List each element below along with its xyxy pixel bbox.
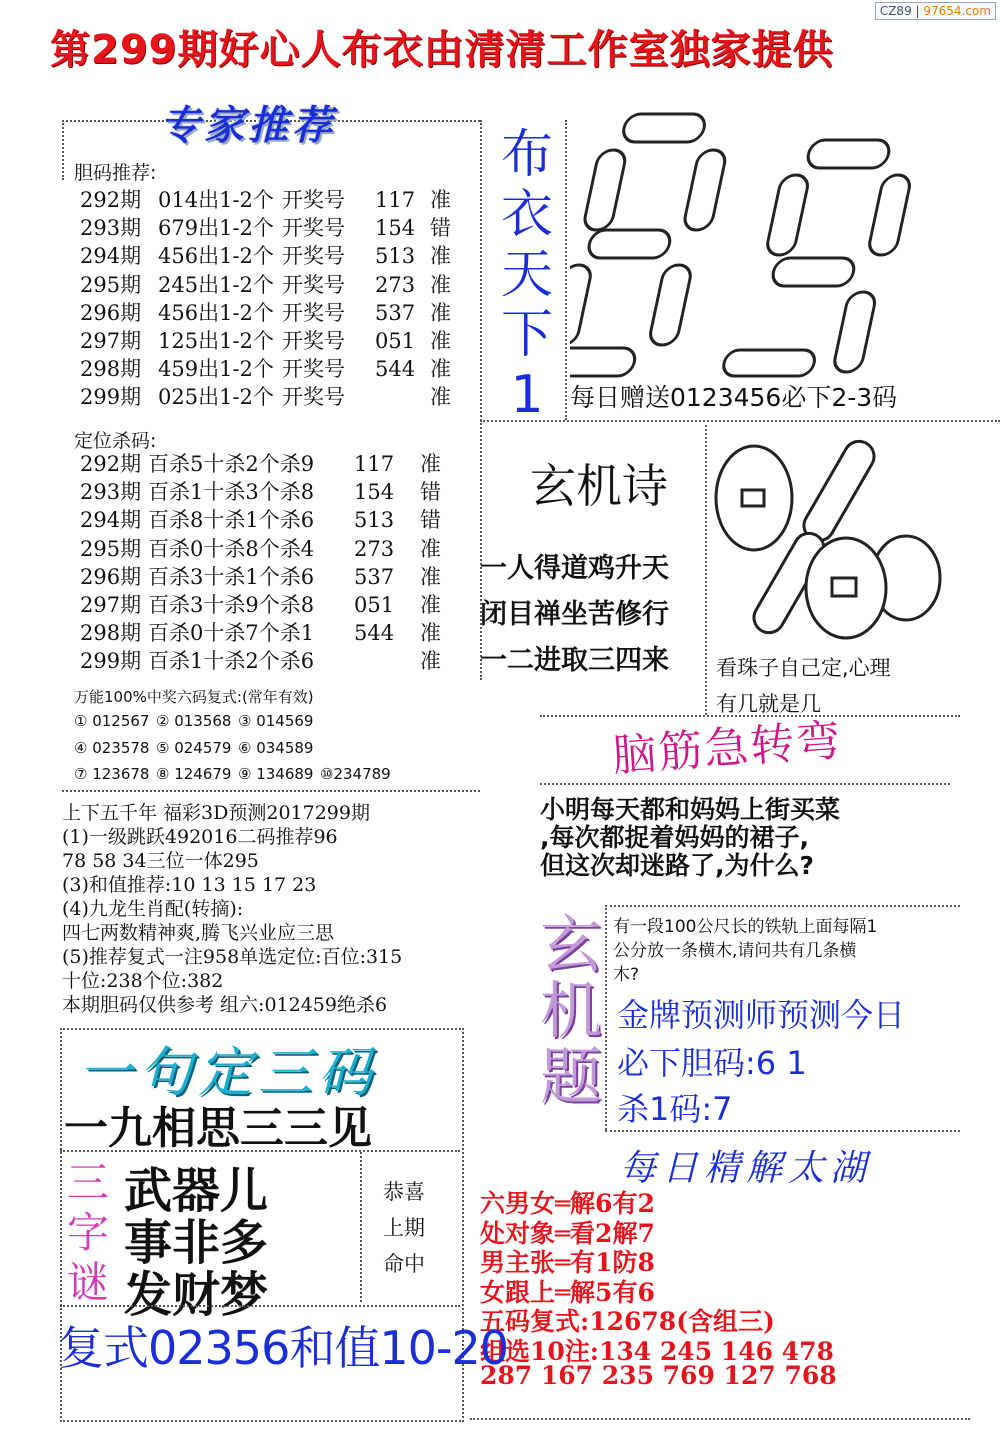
result-label: 开奖号 bbox=[282, 329, 345, 353]
result: 154 bbox=[354, 480, 395, 505]
digits-89-graphic bbox=[570, 100, 960, 380]
verdict: 准 bbox=[420, 452, 441, 476]
six-code: ⑩234789 bbox=[320, 765, 391, 783]
result-label: 开奖号 bbox=[282, 300, 345, 325]
six-code: ⑧ 124679 bbox=[156, 765, 232, 783]
period: 299期 bbox=[80, 649, 142, 674]
fushi-combo: 复式02356和值10-20 bbox=[58, 1321, 508, 1375]
gold-line: 杀1码:7 bbox=[617, 1090, 733, 1128]
question-line: 公分放一条横木,请问共有几条横 bbox=[613, 941, 857, 961]
result: 513 bbox=[354, 508, 395, 533]
xuanji-question-title: 玄 机 题 bbox=[540, 908, 603, 1113]
verdict: 准 bbox=[430, 272, 451, 297]
result-label: 开奖号 bbox=[282, 188, 345, 212]
six-code: ① 012567 bbox=[74, 712, 150, 730]
verdict: 准 bbox=[430, 357, 451, 382]
verdict: 准 bbox=[420, 593, 441, 617]
prediction-line: (3)和值推荐:10 13 15 17 23 bbox=[62, 874, 317, 896]
period: 296期 bbox=[80, 564, 142, 589]
gold-line: 必下胆码:6 1 bbox=[617, 1044, 807, 1082]
divider bbox=[605, 905, 960, 907]
pick: 百杀5十杀2个杀9 bbox=[148, 452, 315, 476]
prediction-line: (4)九龙生肖配(转摘): bbox=[62, 898, 244, 920]
verdict: 准 bbox=[420, 649, 441, 674]
six-code: ⑨ 134689 bbox=[238, 765, 314, 783]
riddle-line: 但这次却迷路了,为什么? bbox=[540, 851, 814, 880]
pick: 百杀0十杀8个杀4 bbox=[148, 536, 315, 561]
taihu-line: 六男女═解6有2 bbox=[480, 1189, 655, 1218]
six-code: ② 013568 bbox=[156, 712, 232, 730]
period: 298期 bbox=[80, 357, 142, 382]
result: 544 bbox=[354, 621, 395, 646]
expert-title: 专家推荐 bbox=[160, 103, 336, 149]
result: 154 bbox=[375, 216, 416, 241]
pick: 679出1-2个 bbox=[158, 216, 274, 241]
riddle-word: 发财梦 bbox=[124, 1267, 269, 1323]
result: 544 bbox=[375, 357, 416, 382]
prediction-line: 十位:238个位:382 bbox=[62, 970, 224, 992]
prediction-line: 78 58 34三位一体295 bbox=[62, 850, 259, 872]
prediction-line: 上下五千年 福彩3D预测2017299期 bbox=[62, 802, 370, 824]
six-code: ⑤ 024579 bbox=[156, 738, 232, 757]
verdict: 准 bbox=[430, 244, 451, 269]
daily-gift: 每日赠送0123456必下2-3码 bbox=[570, 383, 898, 412]
pick: 014出1-2个 bbox=[158, 188, 274, 212]
divider bbox=[605, 1130, 960, 1132]
verdict: 错 bbox=[420, 480, 441, 505]
poem-note: 看珠子自己定,心理 bbox=[716, 656, 891, 680]
result: 117 bbox=[354, 452, 395, 476]
pick: 百杀1十杀3个杀8 bbox=[148, 480, 315, 505]
gold-line: 金牌预测师预测今日 bbox=[617, 996, 906, 1034]
question-line: 有一段100公尺长的铁轨上面每隔1 bbox=[613, 917, 878, 937]
yiju-answer: 一九相思三三见 bbox=[64, 1103, 372, 1154]
period: 296期 bbox=[80, 300, 142, 325]
verdict: 准 bbox=[430, 300, 451, 325]
divider bbox=[60, 1305, 460, 1307]
period: 295期 bbox=[80, 272, 142, 297]
taihu-line: 287 167 235 769 127 768 bbox=[480, 1361, 837, 1390]
congrats-text: 命中 bbox=[383, 1252, 425, 1276]
verdict: 准 bbox=[420, 621, 441, 646]
divider bbox=[62, 120, 64, 180]
poem-line: 一二进取三四来 bbox=[480, 645, 669, 676]
watermark-left: CZ89 bbox=[879, 4, 912, 18]
prediction-line: 本期胆码仅供参考 组六:012459绝杀6 bbox=[62, 994, 388, 1016]
divider bbox=[605, 905, 607, 1130]
poem-line: 闭目禅坐苦修行 bbox=[480, 599, 669, 630]
result: 537 bbox=[354, 564, 395, 589]
congrats-text: 恭喜 bbox=[383, 1180, 425, 1204]
pick: 百杀3十杀9个杀8 bbox=[148, 593, 315, 617]
result-label: 开奖号 bbox=[282, 385, 345, 410]
result-label: 开奖号 bbox=[282, 272, 345, 297]
period: 294期 bbox=[80, 508, 142, 533]
six-code: ④ 023578 bbox=[74, 738, 150, 757]
six-code: ③ 014569 bbox=[238, 712, 314, 730]
prediction-line: (1)一级跳跃492016二码推荐96 bbox=[62, 826, 338, 848]
verdict: 错 bbox=[420, 508, 441, 533]
dan-label: 胆码推荐: bbox=[74, 162, 157, 184]
verdict: 准 bbox=[430, 188, 451, 212]
taihu-line: 女跟上═解5有6 bbox=[480, 1277, 655, 1307]
congrats-text: 上期 bbox=[383, 1216, 425, 1240]
result: 051 bbox=[354, 593, 395, 617]
riddle-line: 小明每天都和妈妈上街买菜 bbox=[540, 795, 841, 824]
verdict: 准 bbox=[430, 329, 451, 353]
riddle-word: 武器儿 bbox=[124, 1163, 269, 1219]
pick: 百杀8十杀1个杀6 bbox=[148, 508, 315, 533]
verdict: 准 bbox=[420, 564, 441, 589]
result-label: 开奖号 bbox=[282, 216, 345, 241]
six-code: ⑦ 123678 bbox=[74, 765, 150, 783]
period: 297期 bbox=[80, 329, 142, 353]
period: 293期 bbox=[80, 216, 142, 241]
pick: 125出1-2个 bbox=[158, 329, 274, 353]
page-title: 第299期好心人布衣由清清工作室独家提供 bbox=[50, 27, 834, 73]
poem-note: 有几就是几 bbox=[716, 692, 821, 716]
divider bbox=[62, 790, 480, 792]
pick: 百杀0十杀7个杀1 bbox=[148, 621, 315, 646]
divider bbox=[565, 120, 567, 420]
verdict: 准 bbox=[430, 385, 451, 410]
prediction-line: 四七两数精神爽,腾飞兴业应三思 bbox=[62, 922, 335, 944]
pick: 459出1-2个 bbox=[158, 357, 274, 382]
taihu-title: 每日精解太湖 bbox=[620, 1148, 873, 1189]
result: 117 bbox=[375, 188, 416, 212]
period: 298期 bbox=[80, 621, 142, 646]
verdict: 错 bbox=[430, 216, 451, 241]
poem-line: 一人得道鸡升天 bbox=[480, 553, 669, 584]
taihu-line: 男主张═有1防8 bbox=[480, 1248, 655, 1277]
result-label: 开奖号 bbox=[282, 244, 345, 269]
riddle-line: ,每次都捉着妈妈的裙子, bbox=[540, 823, 809, 852]
three-char-riddle-title: 三 字 谜 bbox=[66, 1158, 109, 1307]
period: 292期 bbox=[80, 188, 142, 212]
pick: 百杀3十杀1个杀6 bbox=[148, 564, 315, 589]
result: 051 bbox=[375, 329, 416, 353]
divider bbox=[480, 420, 1000, 422]
buyi-title: 布 衣 天 下 1 bbox=[500, 125, 553, 425]
brain-teaser-title: 脑筋急转弯 bbox=[610, 715, 844, 782]
taihu-line: 组选10注:134 245 146 478 bbox=[480, 1336, 834, 1366]
pick: 456出1-2个 bbox=[158, 244, 274, 269]
divider bbox=[360, 1152, 362, 1302]
pick: 百杀1十杀2个杀6 bbox=[148, 649, 315, 674]
divider bbox=[540, 783, 950, 785]
kill-label: 定位杀码: bbox=[74, 430, 157, 452]
watermark-right: 97654.com bbox=[923, 4, 991, 18]
yiju-title: 一句定三码 bbox=[78, 1041, 378, 1104]
result: 273 bbox=[354, 536, 395, 561]
result: 513 bbox=[375, 244, 416, 269]
verdict: 准 bbox=[420, 536, 441, 561]
coins-percent-graphic bbox=[706, 428, 956, 643]
period: 292期 bbox=[80, 452, 142, 476]
taihu-line: 处对象═看2解7 bbox=[480, 1218, 655, 1248]
watermark: CZ89 | 97654.com bbox=[875, 2, 996, 20]
question-line: 木? bbox=[613, 965, 640, 985]
divider bbox=[470, 1418, 970, 1420]
period: 293期 bbox=[80, 480, 142, 505]
six-code: ⑥ 034589 bbox=[238, 738, 314, 757]
pick: 025出1-2个 bbox=[158, 385, 274, 410]
pick: 245出1-2个 bbox=[158, 272, 274, 297]
period: 294期 bbox=[80, 244, 142, 269]
prediction-line: (5)推荐复式一注958单选定位:百位:315 bbox=[62, 946, 403, 968]
period: 295期 bbox=[80, 536, 142, 561]
period: 297期 bbox=[80, 593, 142, 617]
xuanji-poem-title: 玄机诗 bbox=[530, 459, 668, 513]
result: 273 bbox=[375, 272, 416, 297]
period: 299期 bbox=[80, 385, 142, 410]
result-label: 开奖号 bbox=[282, 357, 345, 382]
taihu-line: 五码复式:12678(含组三) bbox=[480, 1307, 775, 1336]
six-code-label: 万能100%中奖六码复式:(常年有效) bbox=[74, 688, 314, 706]
riddle-word: 事非多 bbox=[124, 1215, 269, 1271]
result: 537 bbox=[375, 300, 416, 325]
pick: 456出1-2个 bbox=[158, 300, 274, 325]
